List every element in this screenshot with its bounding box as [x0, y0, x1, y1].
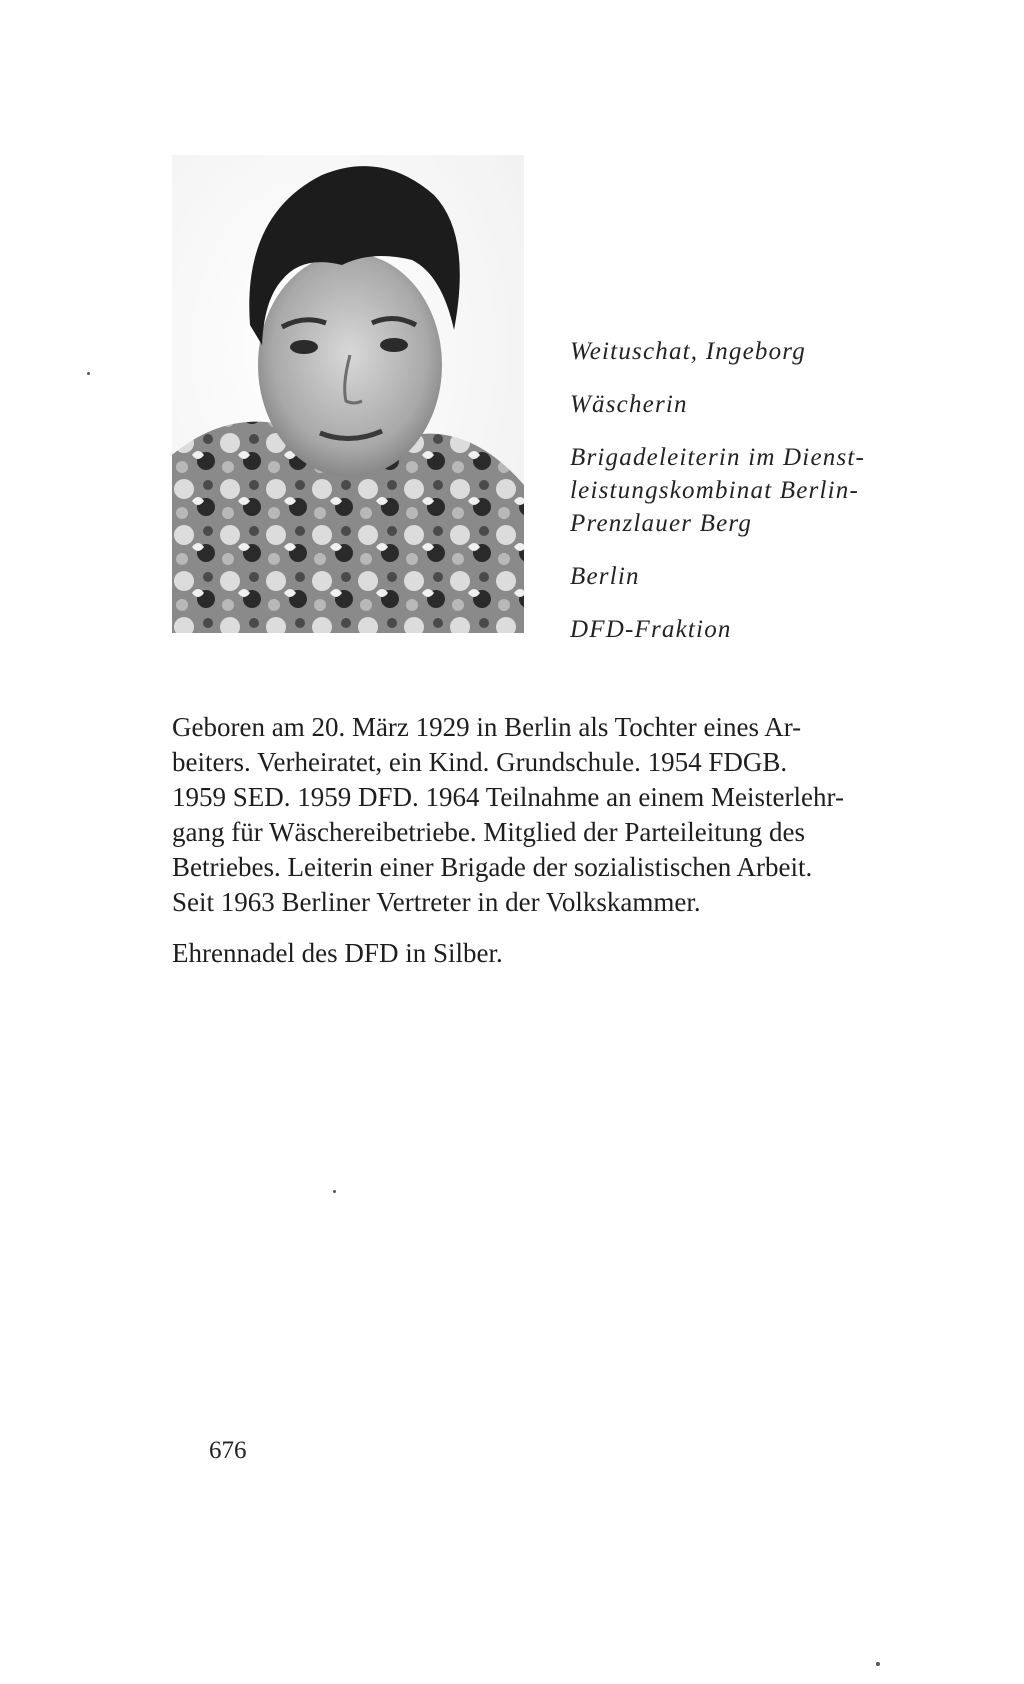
- portrait-photo: [172, 155, 524, 633]
- faction: DFD-Fraktion: [570, 616, 732, 643]
- scan-speck: [87, 372, 90, 375]
- honor-line: Ehrennadel des DFD in Silber.: [172, 938, 503, 968]
- biography-line: Betriebes. Leiterin einer Brigade der sozialistischen Arbeit.: [172, 852, 813, 882]
- biography-line: Seit 1963 Berliner Vertreter in der Volkskammer.: [172, 887, 701, 917]
- page-number: 676: [209, 1437, 247, 1464]
- scan-speck: [876, 1662, 880, 1666]
- biography-line: 1959 SED. 1959 DFD. 1964 Teilnahme an einem Meisterlehr-: [172, 782, 844, 812]
- person-name: Weituschat, Ingeborg: [570, 338, 807, 365]
- biography: [172, 710, 932, 971]
- biography-line: gang für Wäschereibetriebe. Mitglied der Parteileitung des: [172, 817, 806, 847]
- biography-line: Geboren am 20. März 1929 in Berlin als Tochter eines Ar-: [172, 712, 802, 742]
- position-line: leistungskombinat Berlin-: [570, 477, 859, 504]
- position-line: Brigadeleiterin im Dienst-: [570, 444, 866, 471]
- position-line: Prenzlauer Berg: [570, 510, 753, 537]
- occupation: Wäscherin: [570, 391, 688, 418]
- biography-line: beiters. Verheiratet, ein Kind. Grundschule. 1954 FDGB.: [172, 747, 788, 777]
- location: Berlin: [570, 563, 640, 590]
- caption-block: [570, 335, 970, 646]
- scan-speck: [333, 1190, 336, 1193]
